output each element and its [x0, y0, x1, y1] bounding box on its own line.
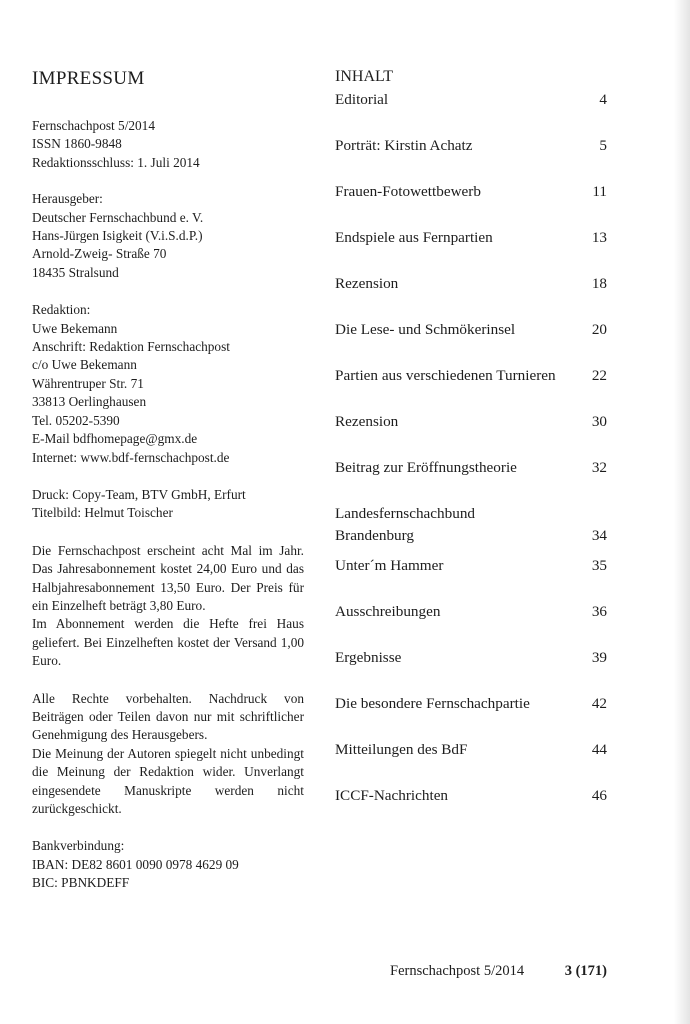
contents-entry	[335, 503, 607, 547]
bank-line: BIC: PBNKDEFF	[32, 875, 130, 891]
publication-line: Fernschachpost 5/2014	[32, 118, 155, 133]
contents-entry-page: 42	[591, 695, 607, 712]
page-footer	[390, 963, 607, 980]
rights-info	[32, 690, 304, 819]
subscription-paragraph: Im Abonnement werden die Hefte frei Haus geliefert. Bei Einzelheften kostet der Versand 1,00 Euro.	[32, 616, 304, 669]
contents-entry-title: Landesfernschachbund Brandenburg	[335, 505, 476, 544]
editorial-line: Währentruper Str. 71	[32, 375, 144, 391]
editorial-line: Tel. 05202-5390	[32, 412, 120, 428]
editorial-line: 33813 Oerlinghausen	[32, 394, 147, 410]
contents-entry	[335, 457, 607, 479]
publication-line: Redaktionsschluss: 1. Juli 2014	[32, 154, 200, 170]
footer-journal: Fernschachpost 5/2014	[390, 963, 525, 979]
contents-entry-page: 44	[591, 741, 607, 758]
contents-entry-title: Endspiele aus Fernpartien	[335, 229, 493, 246]
contents-entry-page: 32	[591, 459, 607, 476]
contents-entry	[335, 319, 607, 341]
contents-entry	[335, 647, 607, 669]
contents-entry-title: ICCF-Nachrichten	[335, 787, 449, 804]
contents-entry	[335, 739, 607, 761]
website-link: Internet: www.bdf-fernschachpost.de	[32, 449, 230, 465]
editorial-info	[32, 301, 304, 467]
contents-entry-page: 39	[591, 649, 607, 666]
publication-info	[32, 117, 304, 172]
contents-entry-page: 46	[591, 787, 607, 804]
contents-entry	[335, 273, 607, 295]
print-line: Titelbild: Helmut Toischer	[32, 505, 173, 521]
publication-line: ISSN 1860-9848	[32, 136, 122, 152]
contents-entry-title: Frauen-Fotowettbewerb	[335, 183, 481, 200]
publisher-info	[32, 190, 304, 282]
contents-entry-page: 13	[591, 229, 607, 246]
print-info	[32, 486, 304, 523]
contents-entry	[335, 181, 607, 203]
bank-line: Bankverbindung:	[32, 838, 125, 854]
publisher-line: Deutscher Fernschachbund e. V.	[32, 209, 204, 225]
contents-entry-title: Mitteilungen des BdF	[335, 741, 468, 758]
contents-column	[335, 68, 607, 807]
impressum-column	[32, 68, 304, 912]
publisher-line: 18435 Stralsund	[32, 264, 119, 280]
contents-entry-title: Porträt: Kirstin Achatz	[335, 137, 473, 154]
contents-entry	[335, 693, 607, 715]
contents-entry	[335, 601, 607, 623]
print-line: Druck: Copy-Team, BTV GmbH, Erfurt	[32, 486, 246, 502]
impressum-title: IMPRESSUM	[32, 68, 145, 89]
contents-entry	[335, 89, 607, 111]
contents-entry	[335, 135, 607, 157]
contents-entry	[335, 555, 607, 577]
contents-entry	[335, 411, 607, 433]
contents-entry-page: 34	[591, 527, 607, 544]
contents-entry-title: Unter´m Hammer	[335, 557, 444, 574]
rights-paragraph: Die Meinung der Autoren spiegelt nicht unbedingt die Meinung der Redaktion wider. Unverlangt eingesendete Manuskripte werden nicht zurückgeschickt.	[32, 745, 304, 816]
contents-entry-title: Editorial	[335, 91, 389, 108]
contents-entry-page: 30	[591, 413, 607, 430]
rights-paragraph: Alle Rechte vorbehalten. Nachdruck von Beiträgen oder Teilen davon nur mit schriftlicher Genehmigung des Herausgebers.	[32, 690, 304, 743]
contents-entry-title: Ausschreibungen	[335, 603, 441, 620]
page-number: 3 (171)	[564, 963, 607, 979]
contents-entry	[335, 785, 607, 807]
contents-entry-page: 18	[591, 275, 607, 292]
contents-list	[335, 89, 607, 807]
bank-info	[32, 837, 304, 892]
contents-entry-page: 36	[591, 603, 607, 620]
contents-entry-title: Die Lese- und Schmökerinsel	[335, 321, 516, 338]
contents-entry	[335, 365, 607, 387]
contents-entry-page: 20	[591, 321, 607, 338]
contents-entry-page: 11	[592, 183, 607, 200]
contents-entry-page: 4	[599, 91, 607, 108]
publisher-line: Hans-Jürgen Isigkeit (V.i.S.d.P.)	[32, 228, 203, 244]
contents-entry-title: Rezension	[335, 275, 399, 292]
publisher-line: Arnold-Zweig- Straße 70	[32, 246, 167, 262]
contents-entry	[335, 227, 607, 249]
contents-entry-page: 22	[591, 367, 607, 384]
contents-entry-page: 5	[599, 137, 607, 154]
contents-entry-title: Ergebnisse	[335, 649, 402, 666]
contents-entry-title: Partien aus verschiedenen Turnieren	[335, 367, 556, 384]
contents-entry-title: Beitrag zur Eröffnungstheorie	[335, 459, 517, 476]
subscription-info	[32, 542, 304, 671]
editorial-line: Uwe Bekemann	[32, 320, 118, 336]
bank-line: IBAN: DE82 8601 0090 0978 4629 09	[32, 856, 239, 872]
page-edge-shadow	[674, 0, 690, 1024]
subscription-paragraph: Die Fernschachpost erscheint acht Mal im Jahr. Das Jahresabonnement kostet 24,00 Euro und das Halbjahresabonnement 13,50 Euro. Der Preis für ein Einzelheft beträgt 3,80 Euro.	[32, 542, 304, 613]
contents-entry-title: Die besondere Fernschachpartie	[335, 695, 530, 712]
editorial-line: c/o Uwe Bekemann	[32, 357, 137, 373]
editorial-line: Redaktion:	[32, 302, 91, 318]
contents-entry-title: Rezension	[335, 413, 399, 430]
publisher-line: Herausgeber:	[32, 191, 103, 207]
email-link: E-Mail bdfhomepage@gmx.de	[32, 431, 198, 447]
editorial-line: Anschrift: Redaktion Fernschachpost	[32, 339, 230, 355]
contents-title: INHALT	[335, 68, 394, 85]
contents-entry-page: 35	[591, 557, 607, 574]
